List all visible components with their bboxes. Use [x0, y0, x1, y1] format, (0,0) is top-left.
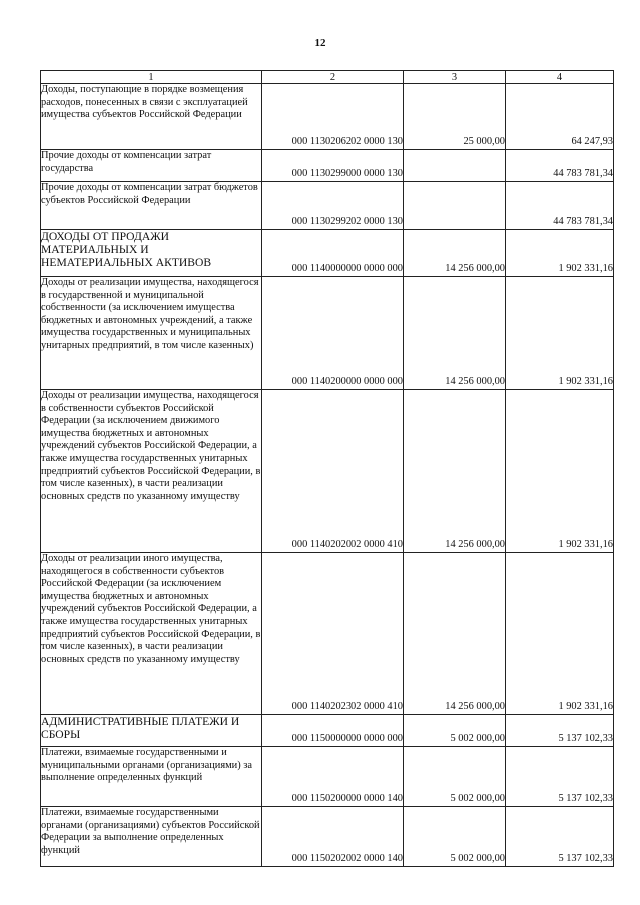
table-row [41, 553, 614, 715]
page-number: 12 [314, 37, 326, 49]
row-code: 000 1150202002 0000 140 [262, 807, 404, 867]
table-row [41, 715, 614, 747]
row-plan-value: 14 256 000,00 [404, 277, 506, 390]
column-header-1: 1 [41, 71, 262, 84]
row-actual-value: 5 137 102,33 [506, 747, 614, 807]
column-number-row [41, 71, 614, 84]
table-row [41, 230, 614, 277]
row-code: 000 1130299202 0000 130 [262, 182, 404, 230]
row-plan-value: 5 002 000,00 [404, 747, 506, 807]
row-actual-value: 1 902 331,16 [506, 553, 614, 715]
row-actual-value: 44 783 781,34 [506, 182, 614, 230]
column-header-4: 4 [506, 71, 614, 84]
row-plan-value: 25 000,00 [404, 84, 506, 150]
row-code: 000 1140000000 0000 000 [262, 230, 404, 277]
row-actual-value: 1 902 331,16 [506, 390, 614, 553]
row-name: Доходы, поступающие в порядке возмещения расходов, понесенных в связи с эксплуатацией имущества субъектов Российской Федерации [41, 84, 262, 150]
row-code: 000 1130206202 0000 130 [262, 84, 404, 150]
column-header-2: 2 [262, 71, 404, 84]
table-row [41, 182, 614, 230]
row-code: 000 1150200000 0000 140 [262, 747, 404, 807]
row-actual-value: 1 902 331,16 [506, 230, 614, 277]
row-plan-value [404, 182, 506, 230]
table-row [41, 807, 614, 867]
row-name: Доходы от реализации имущества, находящегося в государственной и муниципальной собственности (за исключением имущества бюджетных и автономных учреждений, а также имущества государственных и муниципальных унитарных предприятий, в том числе казенных) [41, 277, 262, 390]
row-plan-value: 14 256 000,00 [404, 390, 506, 553]
row-actual-value: 1 902 331,16 [506, 277, 614, 390]
table-row [41, 747, 614, 807]
row-name: Прочие доходы от компенсации затрат бюджетов субъектов Российской Федерации [41, 182, 262, 230]
row-plan-value: 5 002 000,00 [404, 807, 506, 867]
row-code: 000 1140202302 0000 410 [262, 553, 404, 715]
row-name: АДМИНИСТРАТИВНЫЕ ПЛАТЕЖИ И СБОРЫ [41, 715, 262, 747]
revenue-table [40, 70, 614, 867]
row-actual-value: 64 247,93 [506, 84, 614, 150]
table-row [41, 277, 614, 390]
table-row [41, 150, 614, 182]
row-actual-value: 5 137 102,33 [506, 807, 614, 867]
row-name: Прочие доходы от компенсации затрат государства [41, 150, 262, 182]
column-header-3: 3 [404, 71, 506, 84]
row-name: Платежи, взимаемые государственными и муниципальными органами (организациями) за выполнение определенных функций [41, 747, 262, 807]
row-plan-value: 14 256 000,00 [404, 553, 506, 715]
row-name: Платежи, взимаемые государственными органами (организациями) субъектов Российской Федерации за выполнение определенных функций [41, 807, 262, 867]
row-name: ДОХОДЫ ОТ ПРОДАЖИ МАТЕРИАЛЬНЫХ И НЕМАТЕРИАЛЬНЫХ АКТИВОВ [41, 230, 262, 277]
row-actual-value: 5 137 102,33 [506, 715, 614, 747]
table-row [41, 84, 614, 150]
row-plan-value: 5 002 000,00 [404, 715, 506, 747]
row-plan-value: 14 256 000,00 [404, 230, 506, 277]
row-name: Доходы от реализации имущества, находящегося в собственности субъектов Российской Федерации (за исключением движимого имущества бюджетных и автономных учреждений субъектов Российской Федерации, а также имущества государственных унитарных предприятий субъектов Российской Федерации, в том числе казенных), в части реализации основных средств по указанному имуществу [41, 390, 262, 553]
row-code: 000 1130299000 0000 130 [262, 150, 404, 182]
row-plan-value [404, 150, 506, 182]
row-name: Доходы от реализации иного имущества, находящегося в собственности субъектов Российской Федерации (за исключением имущества бюджетных и автономных учреждений субъектов Российской Федерации, а также имущества государственных унитарных предприятий субъектов Российской Федерации, в том числе казенных), в части реализации основных средств по указанному имуществу [41, 553, 262, 715]
row-code: 000 1140200000 0000 000 [262, 277, 404, 390]
row-actual-value: 44 783 781,34 [506, 150, 614, 182]
row-code: 000 1140202002 0000 410 [262, 390, 404, 553]
row-code: 000 1150000000 0000 000 [262, 715, 404, 747]
table-row [41, 390, 614, 553]
